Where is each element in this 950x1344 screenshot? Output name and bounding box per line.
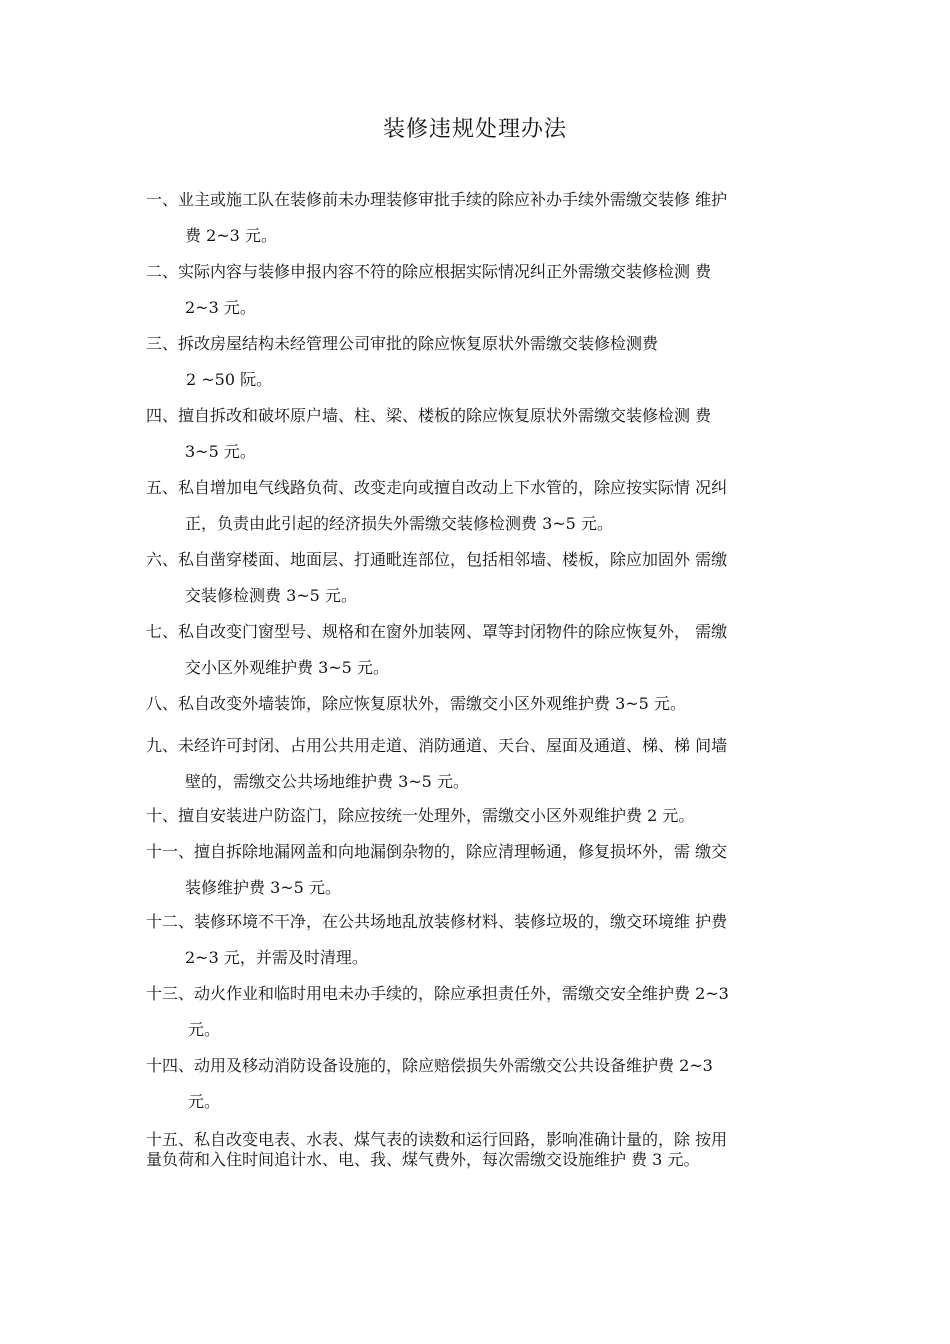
item-line: 一、业主或施工队在装修前未办理装修审批手续的除应补办手续外需缴交装修 维护 — [146, 190, 728, 209]
item-line: 七、私自改变门窗型号、规格和在窗外加装网、罩等封闭物件的除应恢复外， 需缴 — [146, 622, 728, 641]
item-continuation: 量负荷和入住时间追计水、电、我、煤气费外，每次需缴交设施维护 费 3 元。 — [146, 1150, 700, 1169]
list-item — [146, 904, 818, 976]
item-line: 四、擅自拆改和破坏原户墙、柱、梁、楼板的除应恢复原状外需缴交装修检测 费 — [146, 406, 712, 425]
item-line: 五、私自增加电气线路负荷、改变走向或擅自改动上下水管的，除应按实际情 况纠 — [146, 478, 728, 497]
list-item — [146, 542, 818, 614]
list-item — [146, 254, 818, 326]
item-line: 十三、动火作业和临时用电未办手续的，除应承担责任外，需缴交安全维护费 2~3 — [146, 984, 729, 1003]
item-continuation: 交装修检测费 3~5 元。 — [185, 586, 357, 605]
item-line: 十四、动用及移动消防设备设施的，除应赔偿损失外需缴交公共设备维护费 2~3 — [146, 1056, 713, 1075]
item-continuation: 2 ~50 阮。 — [186, 370, 273, 389]
list-item — [146, 976, 818, 1048]
item-line: 九、未经许可封闭、占用公共用走道、消防通道、天台、屋面及通道、梯、梯 间墙 — [146, 736, 728, 755]
list-item — [146, 686, 818, 722]
item-line: 十、擅自安装进户防盗门，除应按统一处理外，需缴交小区外观维护费 2 元。 — [146, 806, 695, 825]
list-item — [146, 728, 818, 800]
list-item — [146, 182, 818, 254]
item-continuation: 元。 — [188, 1092, 221, 1111]
document-title: 装修违规处理办法 — [382, 117, 567, 142]
list-item — [146, 398, 818, 470]
item-continuation: 费 2~3 元。 — [185, 226, 277, 245]
item-line: 十二、装修环境不干净，在公共场地乱放装修材料、装修垃圾的，缴交环境维 护费 — [146, 912, 728, 931]
item-continuation: 装修维护费 3~5 元。 — [185, 878, 341, 897]
list-item — [146, 834, 818, 906]
item-continuation: 壁的，需缴交公共场地维护费 3~5 元。 — [185, 772, 469, 791]
list-item — [146, 1048, 818, 1120]
item-line: 六、私自凿穿楼面、地面层、打通毗连部位，包括相邻墙、楼板，除应加固外 需缴 — [146, 550, 728, 569]
item-continuation: 3~5 元。 — [185, 442, 256, 461]
list-item — [146, 1130, 818, 1170]
list-item — [146, 614, 818, 686]
item-continuation: 正，负责由此引起的经济损失外需缴交装修检测费 3~5 元。 — [185, 514, 613, 533]
list-item — [146, 326, 818, 398]
item-continuation: 交小区外观维护费 3~5 元。 — [185, 658, 389, 677]
item-continuation: 元。 — [188, 1020, 221, 1039]
item-line: 十一、擅自拆除地漏网盖和向地漏倒杂物的，除应清理畅通，修复损坏外，需 缴交 — [146, 842, 728, 861]
item-continuation: 2~3 元。 — [185, 298, 256, 317]
item-line: 三、拆改房屋结构未经管理公司审批的除应恢复原状外需缴交装修检测费 — [146, 334, 659, 353]
list-item — [146, 470, 818, 542]
item-line: 八、私自改变外墙装饰，除应恢复原状外，需缴交小区外观维护费 3~5 元。 — [146, 694, 686, 713]
item-line: 二、实际内容与装修申报内容不符的除应根据实际情况纠正外需缴交装修检测 费 — [146, 262, 712, 281]
list-item — [146, 798, 818, 834]
item-line: 十五、私自改变电表、水表、煤气表的读数和运行回路，影响准确计量的，除 按用 — [146, 1130, 728, 1149]
item-continuation: 2~3 元，并需及时清理。 — [185, 948, 368, 967]
